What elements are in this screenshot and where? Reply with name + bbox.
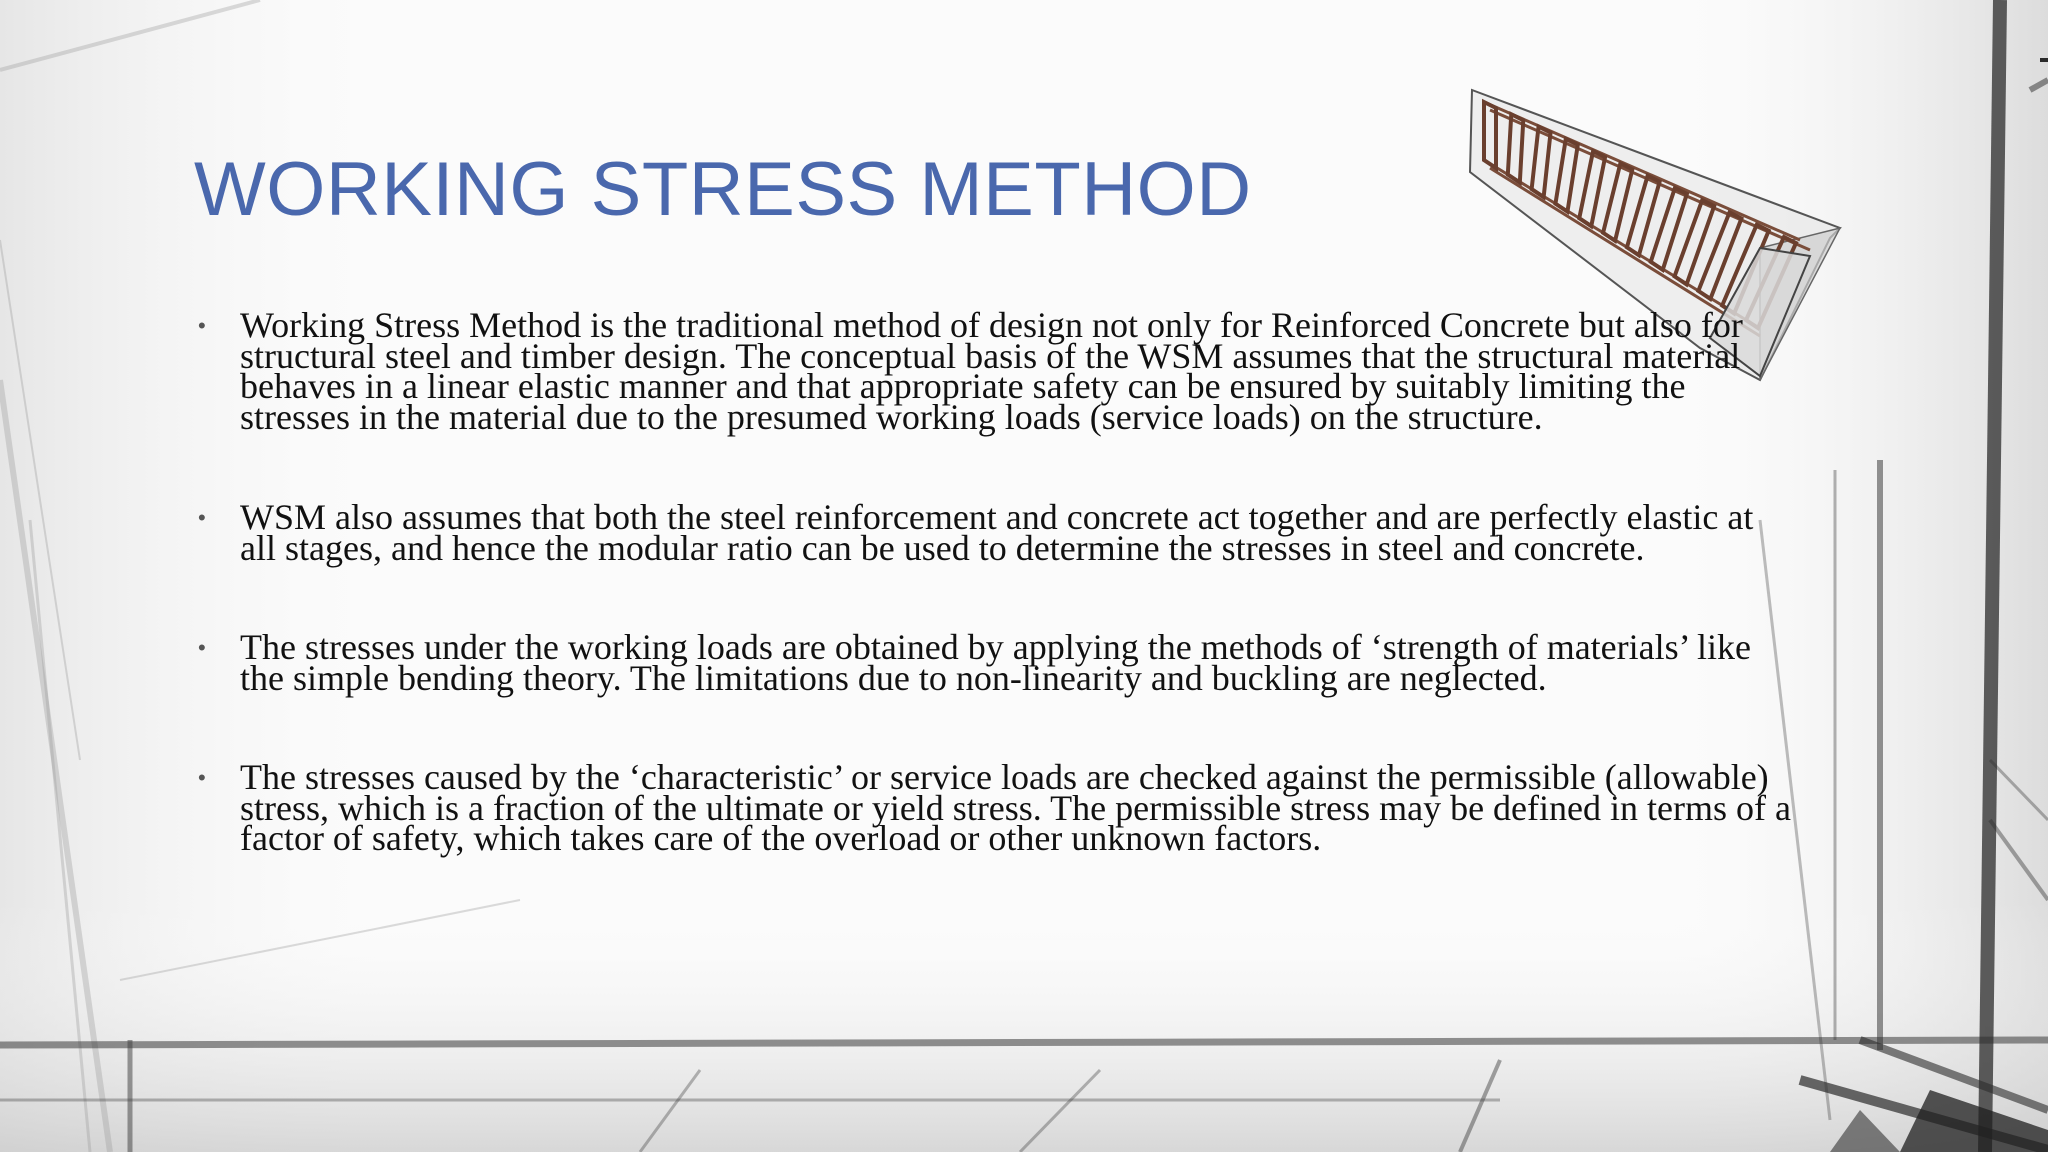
bullet-text: The stresses caused by the ‘characteristic’ or service loads are checked against the permissible (allowable) stress, which is a fraction of the ultimate or yield stress. The permissible stress may be defined in terms of a factor of safety, which takes care of the overload or other unknown factors. [240, 757, 1791, 858]
bullet-item [198, 627, 1798, 698]
slide-title: WORKING STRESS METHOD [194, 147, 1252, 232]
bullet-marker: • [198, 765, 206, 790]
bullet-marker: • [198, 313, 206, 338]
bullet-item [198, 497, 1798, 568]
bullet-item [198, 757, 1798, 858]
bullet-marker: • [198, 635, 206, 660]
bullet-text: WSM also assumes that both the steel reinforcement and concrete act together and are perfectly elastic at all stages, and hence the modular ratio can be used to determine the stresses in steel and concrete. [240, 497, 1754, 568]
bullet-item [198, 305, 1798, 437]
bullet-text: Working Stress Method is the traditional method of design not only for Reinforced Concrete but also for structural steel and timber design. The conceptual basis of the WSM assumes that the structural material behaves in a linear elastic manner and that appropriate safety can be ensured by suitably limiting the stresses in the material due to the presumed working loads (service loads) on the structure. [240, 305, 1743, 437]
bullet-list [198, 300, 1798, 858]
bullet-text: The stresses under the working loads are obtained by applying the methods of ‘strength of materials’ like the simple bending theory. The limitations due to non-linearity and buckling are neglected. [240, 627, 1751, 698]
bullet-marker: • [198, 505, 206, 530]
